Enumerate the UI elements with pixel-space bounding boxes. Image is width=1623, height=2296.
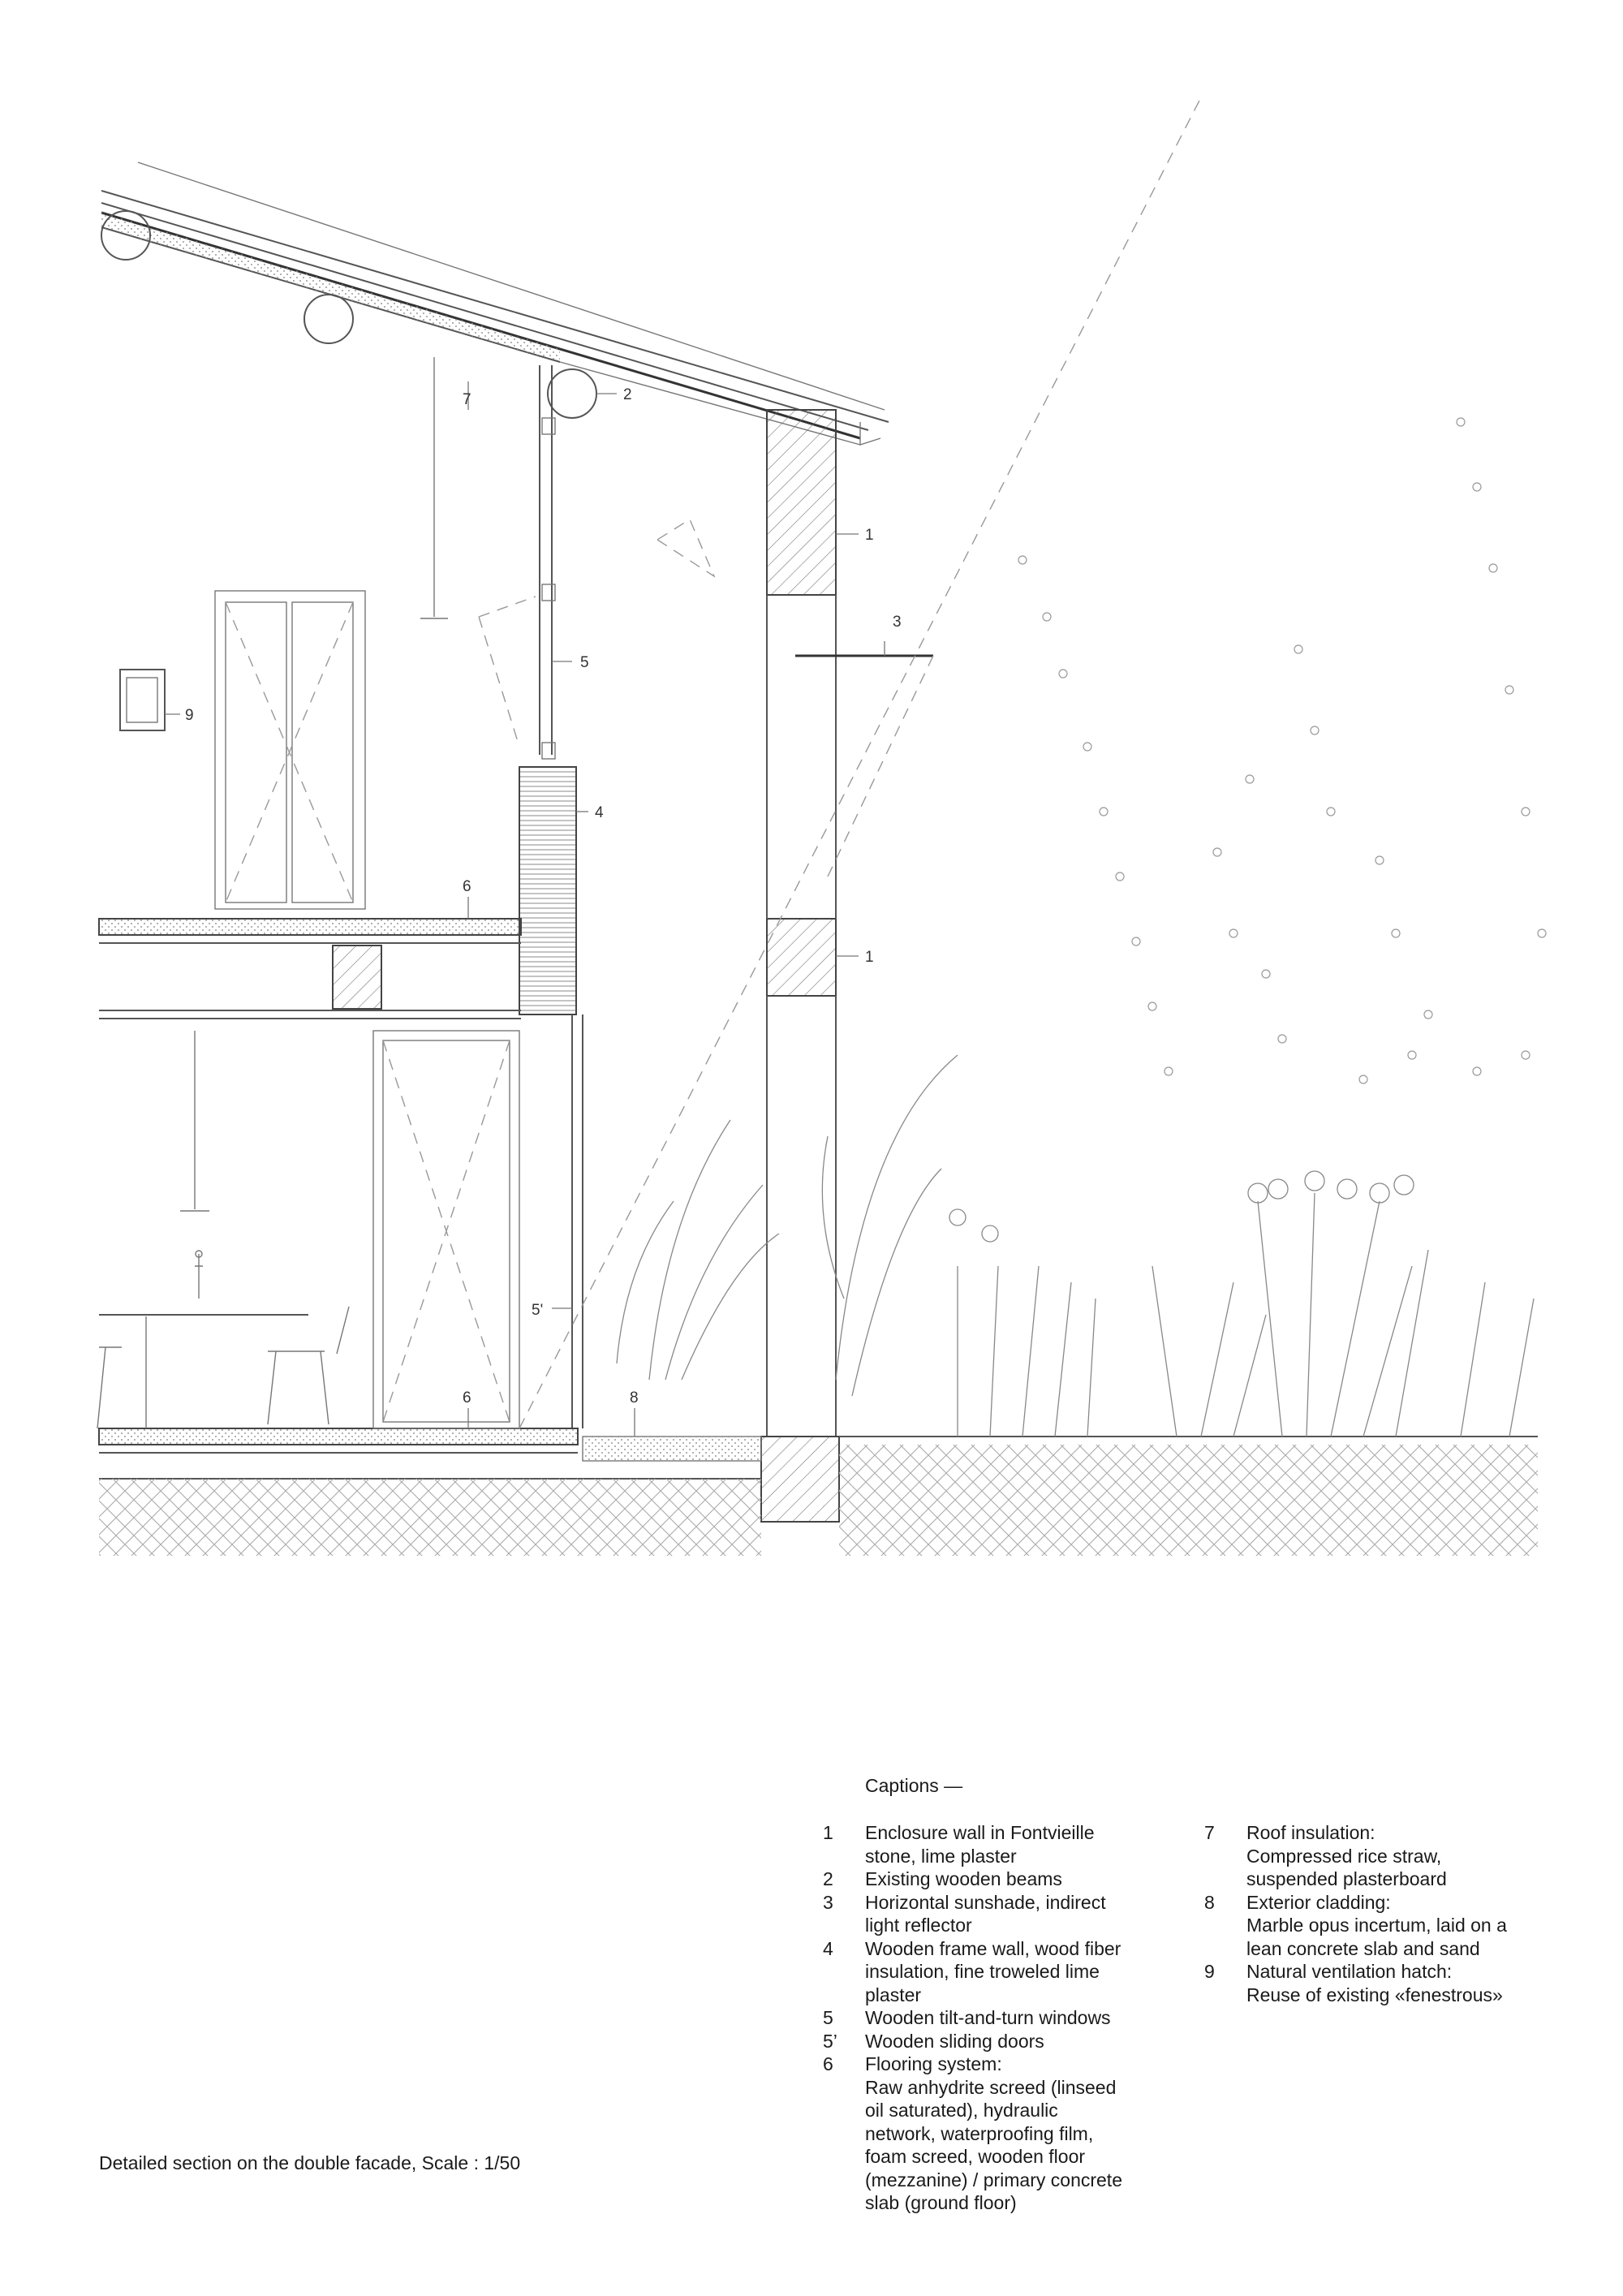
caption-item — [1204, 1891, 1561, 1961]
inner-facade — [519, 365, 583, 1428]
caption-number: 8 — [1204, 1891, 1215, 1913]
caption-number: 1 — [823, 1822, 833, 1843]
caption-text: Horizontal sunshade, indirect light reflector — [865, 1891, 1106, 1936]
caption-item — [823, 1821, 1164, 1867]
captions-left — [823, 1821, 1164, 2215]
lower-room — [97, 1031, 519, 1428]
caption-text: Enclosure wall in Fontvieille stone, lime plaster — [865, 1822, 1095, 1867]
callout-6b: 6 — [463, 1389, 471, 1406]
callout-8: 8 — [630, 1389, 639, 1406]
captions-right — [1204, 1821, 1561, 2006]
caption-text: Natural ventilation hatch: Reuse of existing «fenestrous» — [1246, 1961, 1503, 2005]
caption-number: 2 — [823, 1868, 833, 1889]
upper-room — [120, 357, 714, 909]
caption-item — [823, 1937, 1164, 2007]
callout-2: 2 — [623, 386, 632, 403]
caption-item — [823, 1867, 1164, 1891]
caption-item — [823, 1891, 1164, 1937]
caption-item — [823, 2006, 1164, 2030]
caption-item — [1204, 1821, 1561, 1891]
captions-title: Captions — — [865, 1775, 963, 1796]
callout-7: 7 — [463, 391, 471, 408]
caption-number: 9 — [1204, 1961, 1215, 1982]
caption-number: 5’ — [823, 2030, 837, 2052]
caption-number: 4 — [823, 1937, 833, 1959]
stone-wall — [761, 410, 839, 1522]
caption-number: 3 — [823, 1891, 833, 1913]
caption-text: Wooden tilt-and-turn windows — [865, 2007, 1111, 2028]
vegetation — [617, 1055, 1534, 1437]
callout-3: 3 — [893, 614, 902, 631]
caption-number: 6 — [823, 2053, 833, 2074]
callout-1a: 1 — [865, 527, 874, 544]
callout-1b: 1 — [865, 949, 874, 966]
callout-5-prime: 5' — [532, 1302, 544, 1319]
caption-item — [823, 2053, 1164, 2215]
caption-text: Exterior cladding: Marble opus incertum, laid on a lean concrete slab and sand — [1246, 1891, 1507, 1959]
light-rays — [519, 97, 1201, 1428]
callout-9: 9 — [185, 707, 194, 724]
falling-leaves — [1018, 418, 1546, 1083]
callout-5: 5 — [580, 654, 589, 671]
caption-text: Flooring system: Raw anhydrite screed (linseed oil saturated), hydraulic network, waterproofing film, foam screed, wooden floor (mezzanine) / primary concrete slab (ground floor) — [865, 2053, 1122, 2213]
callout-6a: 6 — [463, 878, 471, 895]
caption-item — [823, 2030, 1164, 2053]
caption-item — [1204, 1960, 1561, 2006]
callout-4: 4 — [595, 804, 604, 821]
caption-number: 7 — [1204, 1822, 1215, 1843]
caption-text: Existing wooden beams — [865, 1868, 1062, 1889]
drawing-caption: Detailed section on the double facade, Scale : 1/50 — [99, 2152, 521, 2173]
roof — [101, 162, 889, 445]
caption-text: Wooden frame wall, wood fiber insulation, fine troweled lime plaster — [865, 1937, 1121, 2005]
caption-text: Roof insulation: Compressed rice straw, suspended plasterboard — [1246, 1822, 1447, 1889]
caption-text: Wooden sliding doors — [865, 2030, 1044, 2052]
caption-number: 5 — [823, 2007, 833, 2028]
